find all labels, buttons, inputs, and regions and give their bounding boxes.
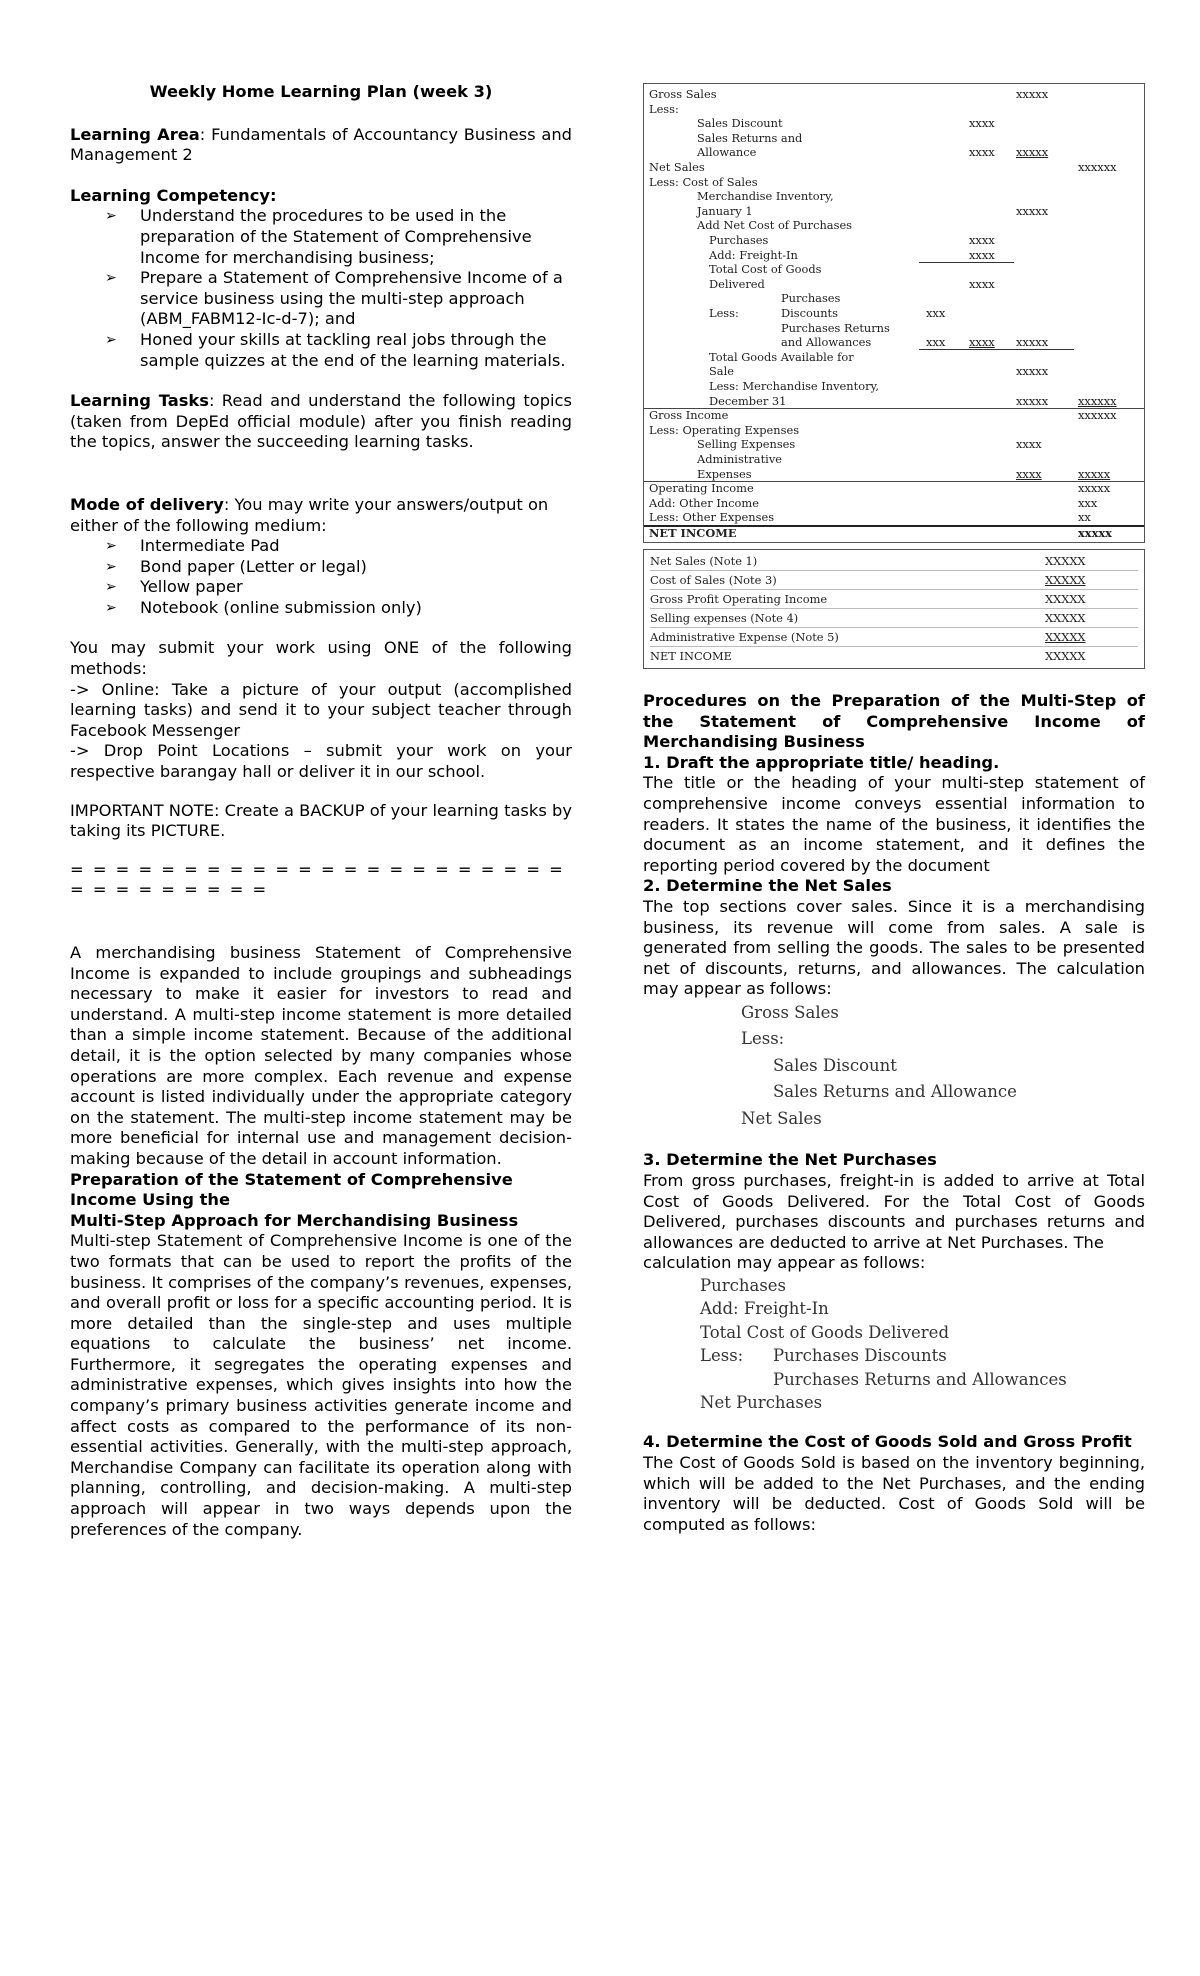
fig-pra-2: and Allowances: [781, 335, 872, 350]
learning-tasks: [70, 391, 572, 453]
arrow-bullet-icon: ➢: [105, 331, 117, 348]
list-item: ➢ Understand the procedures to be used in the preparation of the Statement of Comprehensive Income for merchandising business;: [105, 206, 532, 267]
right-column: [643, 83, 1145, 1535]
net-purchases-calculation: [643, 1274, 1145, 1414]
fig2-value: XXXXX: [1045, 592, 1086, 606]
fig-operating-income: Operating Income: [649, 481, 754, 496]
fig-tcgd-1: Total Cost of Goods: [709, 262, 822, 277]
calc-discounts-row: [643, 1344, 1145, 1367]
multi-step-statement-figure: [643, 83, 1145, 543]
list-item: ➢ Bond paper (Letter or legal): [105, 556, 367, 576]
fig-value: xxxxx: [1016, 335, 1049, 350]
fig-pra-1: Purchases Returns: [781, 320, 890, 335]
fig-value: xxxxxx: [1078, 393, 1117, 408]
list-item: ➢ Notebook (online submission only): [105, 597, 422, 617]
calc-sales-discount: Sales Discount: [773, 1055, 897, 1075]
step2-text: The top sections cover sales. Since it is a merchandising business, its revenue will come from sales. A sale is generated from selling the goods. The sales to be presented net of discounts, returns, and allowances. The calculation may appear as follows:: [643, 896, 1145, 999]
prep-heading-1: Preparation of the Statement of Comprehensive Income Using the: [70, 1169, 513, 1210]
calc-purchases: Purchases: [700, 1275, 787, 1295]
left-column: [70, 78, 572, 1540]
prep-heading-2: Multi-Step Approach for Merchandising Business: [70, 1210, 519, 1230]
fig-value: xxxxx: [1016, 364, 1049, 379]
arrow-bullet-icon: ➢: [105, 599, 117, 616]
fig-admin-2: Expenses: [697, 466, 752, 481]
fig-value: xxxxx: [1016, 203, 1049, 218]
arrow-bullet-icon: ➢: [105, 538, 117, 555]
fig-other-exp: Less: Other Expenses: [649, 510, 775, 525]
fig2-label: Administrative Expense (Note 5): [650, 630, 839, 644]
calc-freight: Add: Freight-In: [700, 1299, 829, 1319]
calc-less: Less:: [741, 1029, 785, 1049]
fig-tcgd-2: Delivered: [709, 276, 765, 291]
fig2-label: NET INCOME: [650, 649, 732, 663]
calc-purchases-returns: Purchases Returns and Allowances: [773, 1369, 1067, 1389]
fig-net-sales: Net Sales: [649, 160, 705, 174]
fig-gross-sales: Gross Sales: [649, 87, 717, 101]
fig-value: xxxxx: [1016, 87, 1049, 101]
fig-gross-income: Gross Income: [649, 408, 729, 423]
learning-tasks-text: : Read and understand the following topics (taken from DepEd official module) after you finish reading the topics, answer the succeeding learning tasks.: [70, 391, 572, 452]
calc-gross-sales: Gross Sales: [741, 1002, 839, 1022]
calc-sales-returns: Sales Returns and Allowance: [773, 1082, 1017, 1102]
competency-heading: Learning Competency:: [70, 185, 277, 205]
condensed-statement-figure: [643, 549, 1145, 669]
list-item: ➢ Intermediate Pad: [105, 536, 280, 556]
calc-net-purchases: Net Purchases: [700, 1393, 823, 1412]
fig-value: xxxxxx: [1078, 160, 1117, 174]
fig-value: xxxx: [969, 276, 995, 291]
step4-heading: 4. Determine the Cost of Goods Sold and Gross Profit: [643, 1432, 1132, 1452]
submit-online: -> Online: Take a picture of your output (accomplished learning tasks) and send it to your subject teacher through Facebook Messenger: [70, 679, 572, 740]
fig-value: xxxx: [1016, 437, 1042, 452]
step3-text-2: calculation may appear as follows:: [643, 1253, 926, 1273]
list-item: ➢ Prepare a Statement of Comprehensive Income of a service business using the multi-step approach (ABM_FABM12-Ic-d-7); and: [105, 268, 563, 329]
step2-heading: 2. Determine the Net Sales: [643, 876, 892, 896]
fig2-value: XXXXX: [1045, 611, 1086, 625]
fig-value: xxxxx: [1016, 145, 1049, 160]
fig-value: xxxxx: [1078, 481, 1111, 496]
fig2-value: XXXXX: [1045, 573, 1086, 587]
fig-value: xxxx: [1016, 466, 1042, 481]
fig-purchases: Purchases: [709, 233, 769, 247]
fig-pd-2: Discounts: [781, 306, 838, 320]
arrow-bullet-icon: ➢: [105, 270, 117, 287]
fig-pd-1: Purchases: [781, 291, 841, 306]
fig-sales-discount: Sales Discount: [697, 116, 783, 131]
fig-value: xxx: [926, 306, 946, 320]
delivery-label: Mode of delivery: [70, 494, 224, 514]
page-title: Weekly Home Learning Plan (week 3): [149, 82, 493, 101]
fig-value: xxxxx: [1078, 466, 1111, 481]
submit-drop-point: -> Drop Point Locations – submit your work on your respective barangay hall or deliver it in our school.: [70, 741, 572, 782]
fig-admin-1: Administrative: [697, 452, 782, 466]
calc-less: Less:: [700, 1346, 744, 1366]
calc-net-sales: Net Sales: [741, 1108, 822, 1128]
step1-heading: 1. Draft the appropriate title/ heading.: [643, 752, 1000, 772]
fig-lmi-2: December 31: [709, 393, 787, 408]
step1-text: The title or the heading of your multi-step statement of comprehensive income conveys essential information to readers. It states the name of the business, it identifies the document as an income statement, and it defines the reporting period covered by the document: [643, 773, 1145, 875]
fig-value: xxxx: [969, 335, 995, 350]
fig2-label: Net Sales (Note 1): [650, 554, 758, 568]
fig-value: xxxx: [969, 233, 995, 247]
step3-heading: 3. Determine the Net Purchases: [643, 1150, 937, 1170]
prep-paragraph: Multi-step Statement of Comprehensive Income is one of the two formats that can be used to report the profits of the business. It comprises of the company’s revenues, expenses, and overall profit or loss for a specific accounting period. It is more detailed than the single-step and uses multiple equations to calculate the business’ net income. Furthermore, it segregates the operating expenses and administrative expenses, which gives insights into how the company’s primary business activities generate income and affect costs as compared to the performance of its non-essential activities. Generally, with the multi-step approach, Merchandise Company can facilitate its operation along with planning, controlling, and decision-making. A multi-step approach will appear in two ways depends upon the preferences of the company.: [70, 1231, 572, 1539]
fig2-value: XXXXX: [1045, 554, 1086, 568]
step4-text: The Cost of Goods Sold is based on the inventory beginning, which will be added to the Net Purchases, and the ending inventory will be deducted. Cost of Goods Sold will be computed as follows:: [643, 1453, 1145, 1534]
fig2-label: Gross Profit Operating Income: [650, 592, 828, 606]
fig-less-opex: Less: Operating Expenses: [649, 422, 800, 437]
learning-area-label: Learning Area: [70, 124, 200, 144]
fig-value: xxx: [926, 335, 946, 350]
mode-of-delivery: [70, 495, 572, 536]
submit-intro: You may submit your work using ONE of the following methods:: [70, 638, 572, 679]
fig-freight: Add: Freight-In: [709, 247, 798, 262]
fig-selling: Selling Expenses: [697, 437, 796, 452]
fig-tgas-2: Sale: [709, 364, 734, 379]
fig-other-income: Add: Other Income: [649, 495, 759, 510]
calc-purchases-discounts: Purchases Discounts: [773, 1346, 947, 1366]
step3-text: From gross purchases, freight-in is added to arrive at Total Cost of Goods Delivered. For the Total Cost of Goods Delivered, purchases discounts and purchases returns and allowances are deducted to arrive at Net Purchases. The: [643, 1171, 1145, 1252]
learning-tasks-label: Learning Tasks: [70, 391, 209, 411]
intro-paragraph: A merchandising business Statement of Comprehensive Income is expanded to include groupings and subheadings necessary to make it easier for investors to read and understand. A multi-step income statement is more detailed than a simple income statement. Because of the additional detail, it is the option selected by many companies whose operations are more complex. Each revenue and expense account is listed individually under the appropriate category on the statement. The multi-step income statement may be more beneficial for internal use and management decision-making because of the detail in account information.: [70, 943, 572, 1168]
fig-sra-1: Sales Returns and: [697, 130, 803, 145]
fig-value: xxxx: [969, 247, 995, 262]
separator-line: = = = = = = = = = = = = = = = = = = = = = = = = = = = = = = =: [70, 859, 565, 900]
fig-value: xxxx: [969, 116, 995, 131]
delivery-list: [70, 536, 572, 618]
fig-mi-1: Merchandise Inventory,: [697, 189, 834, 204]
fig-value: xxx: [1078, 495, 1098, 510]
fig2-value: XXXXX: [1045, 630, 1086, 644]
list-item: ➢ Yellow paper: [105, 577, 243, 597]
fig-less: Less:: [649, 101, 679, 116]
learning-area-text: : Fundamentals of Accountancy Business and Management 2: [70, 124, 572, 165]
fig2-label: Selling expenses (Note 4): [650, 611, 799, 625]
fig-value: xxxxxx: [1078, 408, 1117, 423]
arrow-bullet-icon: ➢: [105, 579, 117, 596]
fig-add-net-cost: Add Net Cost of Purchases: [697, 218, 853, 233]
fig-less-cos: Less: Cost of Sales: [649, 174, 758, 189]
competency-list: [70, 206, 572, 371]
net-sales-calculation: [643, 1000, 1145, 1133]
procedures-heading: Procedures on the Preparation of the Multi-Step of the Statement of Comprehensive Income of Merchandising Business: [643, 691, 1145, 752]
fig-value: xx: [1078, 510, 1091, 525]
fig-lmi-1: Less: Merchandise Inventory,: [709, 379, 880, 393]
fig-value: xxxxx: [1078, 526, 1112, 540]
fig-pd-less: Less:: [709, 306, 739, 320]
delivery-text: : You may write your answers/output on either of the following medium:: [70, 494, 549, 535]
calc-tcgd: Total Cost of Goods Delivered: [700, 1322, 950, 1342]
arrow-bullet-icon: ➢: [105, 208, 117, 225]
fig-net-income: NET INCOME: [649, 526, 737, 540]
fig-value: xxxx: [969, 145, 995, 160]
fig-tgas-1: Total Goods Available for: [709, 349, 854, 364]
arrow-bullet-icon: ➢: [105, 558, 117, 575]
fig-sra-2: Allowance: [697, 145, 757, 160]
fig2-value: XXXXX: [1045, 649, 1086, 663]
important-note: IMPORTANT NOTE: Create a BACKUP of your learning tasks by taking its PICTURE.: [70, 800, 572, 841]
fig-mi-2: January 1: [697, 203, 753, 218]
fig2-label: Cost of Sales (Note 3): [650, 573, 777, 587]
list-item: ➢ Honed your skills at tackling real jobs through the sample quizzes at the end of the learning materials.: [105, 329, 566, 370]
learning-area: [70, 125, 572, 166]
fig-value: xxxxx: [1016, 393, 1049, 408]
